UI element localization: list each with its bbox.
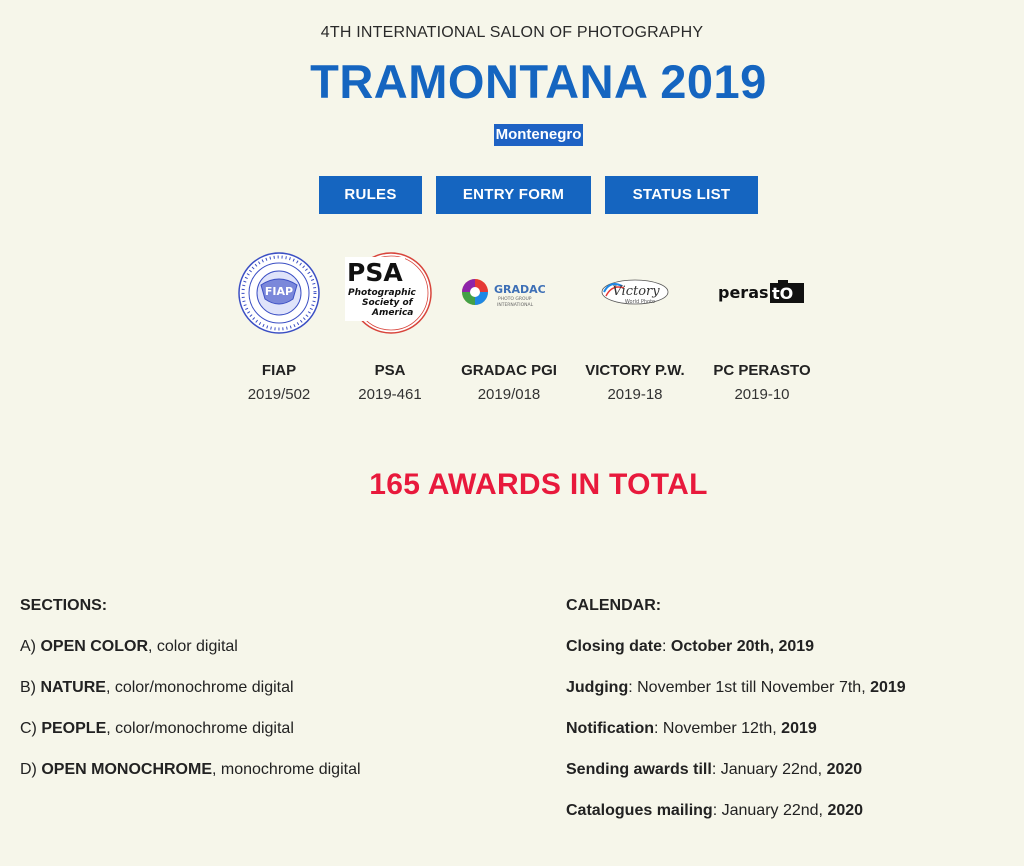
section-desc: , monochrome digital: [212, 761, 361, 778]
calendar-label: Notification: [566, 720, 654, 737]
main-nav: [0, 176, 1024, 214]
calendar-sep: :: [628, 679, 638, 696]
salon-subtitle: 4TH INTERNATIONAL SALON OF PHOTOGRAPHY: [320, 24, 704, 41]
status-list-button[interactable]: STATUS LIST: [605, 176, 758, 214]
victory-name: Victory: [612, 284, 660, 299]
section-prefix: A): [20, 638, 41, 655]
gradac-sub-2: INTERNATIONAL: [497, 303, 534, 308]
section-name: NATURE: [40, 679, 106, 696]
section-item: [20, 637, 520, 657]
patron-victory: [570, 360, 700, 405]
calendar-value-bold: 2019: [870, 679, 906, 696]
sections-heading: SECTIONS:: [20, 597, 108, 614]
patron-name: PSA: [374, 362, 406, 379]
psa-line-2: Society of: [362, 298, 413, 308]
victory-logo[interactable]: [600, 278, 670, 306]
calendar-sep: :: [712, 802, 722, 819]
section-item: [20, 719, 520, 739]
perasto-text: peras: [718, 283, 769, 302]
calendar-column: [566, 596, 1006, 842]
patron-perasto: [697, 360, 827, 405]
calendar-label: Sending awards till: [566, 761, 712, 778]
calendar-sep: :: [662, 638, 671, 655]
section-name: OPEN COLOR: [40, 638, 149, 655]
section-prefix: D): [20, 761, 42, 778]
calendar-heading: CALENDAR:: [566, 597, 662, 614]
section-item: [20, 760, 520, 780]
section-prefix: B): [20, 679, 41, 696]
fiap-logo[interactable]: [237, 251, 321, 335]
fiap-mark: FIAP: [264, 285, 294, 298]
section-desc: , color/monochrome digital: [105, 679, 294, 696]
psa-big-text: PSA: [347, 258, 403, 287]
perasto-box-text: tO: [772, 284, 794, 303]
country-wrap: [0, 124, 1024, 146]
calendar-item: [566, 760, 1006, 780]
section-prefix: C): [20, 720, 42, 737]
patron-number: 2019/018: [477, 386, 541, 403]
calendar-item: [566, 719, 1006, 739]
patron-name: FIAP: [261, 362, 297, 379]
patron-psa: [325, 360, 455, 405]
awards-total: 165 AWARDS IN TOTAL: [369, 468, 708, 501]
calendar-item: [566, 637, 1006, 657]
calendar-value-bold: 2019: [781, 720, 817, 737]
calendar-value: November 1st till November 7th,: [637, 679, 871, 696]
calendar-item: [566, 678, 1006, 698]
salon-title: TRAMONTANA 2019: [310, 55, 767, 108]
section-desc: , color/monochrome digital: [106, 720, 294, 737]
gradac-name: GRADAC: [494, 283, 546, 296]
entry-form-button[interactable]: ENTRY FORM: [436, 176, 591, 214]
patron-name: VICTORY P.W.: [585, 362, 685, 379]
calendar-value-bold: October 20th, 2019: [670, 638, 815, 655]
sections-column: [20, 596, 520, 801]
calendar-label: Catalogues mailing: [566, 802, 713, 819]
section-desc: , color digital: [148, 638, 238, 655]
calendar-value-bold: 2020: [826, 761, 863, 778]
rules-button[interactable]: RULES: [319, 176, 422, 214]
country-label: Montenegro: [494, 124, 584, 146]
patron-name: PC PERASTO: [713, 362, 811, 379]
perasto-logo[interactable]: [716, 278, 808, 304]
victory-sub: World Photo: [624, 299, 656, 305]
calendar-sep: :: [711, 761, 721, 778]
patron-number: 2019-10: [734, 386, 790, 403]
patron-name: GRADAC PGI: [461, 362, 557, 379]
psa-line-3: America: [372, 308, 414, 318]
patron-gradac: [444, 360, 574, 405]
calendar-sep: :: [654, 720, 663, 737]
calendar-label: Closing date: [566, 638, 663, 655]
calendar-label: Judging: [566, 679, 629, 696]
patron-number: 2019/502: [247, 386, 311, 403]
psa-logo[interactable]: [345, 251, 435, 335]
section-name: PEOPLE: [41, 720, 107, 737]
calendar-item: [566, 801, 1006, 821]
calendar-value: November 12th,: [662, 720, 782, 737]
section-name: OPEN MONOCHROME: [41, 761, 212, 778]
patron-logos: [0, 248, 1024, 338]
gradac-logo[interactable]: [461, 276, 559, 308]
patron-number: 2019-18: [607, 386, 663, 403]
patron-number: 2019-461: [358, 386, 422, 403]
section-item: [20, 678, 520, 698]
gradac-sub-1: PHOTO GROUP: [498, 297, 532, 302]
psa-line-1: Photographic: [348, 288, 416, 298]
calendar-value-bold: 2020: [827, 802, 864, 819]
calendar-value: January 22nd,: [720, 761, 827, 778]
calendar-value: January 22nd,: [721, 802, 828, 819]
